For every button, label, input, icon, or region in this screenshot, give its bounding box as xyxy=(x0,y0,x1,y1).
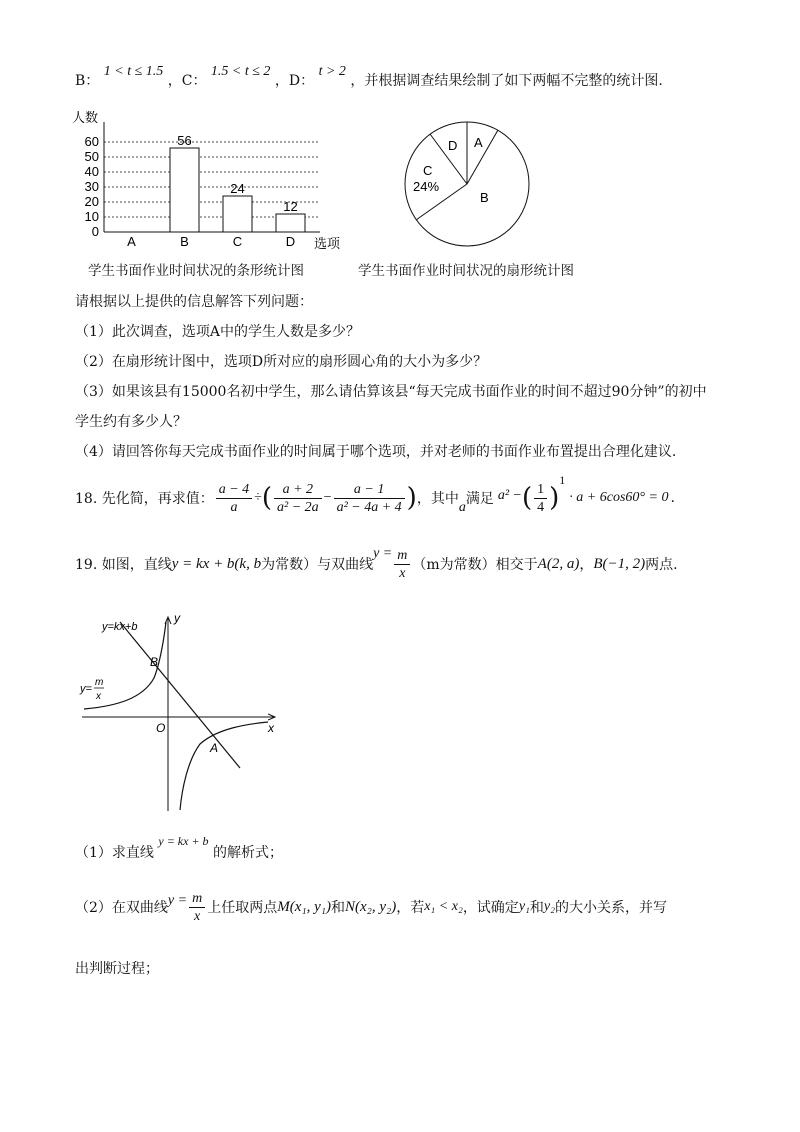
bar-B xyxy=(170,148,199,232)
option-c-range: 1.5 < t ≤ 2 xyxy=(210,64,271,79)
y-tick-label: 40 xyxy=(84,164,99,179)
y-tick-label: 20 xyxy=(84,194,99,209)
hyperbola-denominator: x xyxy=(399,565,406,581)
hyperbola-branch-right xyxy=(180,722,268,810)
y-tick-label: 60 xyxy=(84,134,99,149)
problem-19-label: 19. 如图，直线 xyxy=(75,557,172,573)
figure-x-label: x xyxy=(268,721,274,735)
fraction-3-numerator: a − 1 xyxy=(334,481,405,499)
pie-label-b: B xyxy=(480,190,489,205)
cond-left-paren: ( xyxy=(521,483,533,513)
fraction-1-denominator: a xyxy=(230,499,238,515)
figure-point-b-label: B xyxy=(150,655,159,669)
pie-label-a: A xyxy=(474,135,483,150)
x-condition: x₁ < x₂ xyxy=(424,899,463,914)
sub-question-1-post: 的解析式； xyxy=(213,845,284,861)
category-label-B: B xyxy=(180,234,189,249)
quarter-fraction xyxy=(534,481,547,516)
cond-right-paren: ) xyxy=(549,483,560,513)
fraction-1 xyxy=(216,481,252,516)
sub-question-2-hyp-fraction xyxy=(189,890,205,925)
sub-question-1-eq: y = kx + b xyxy=(158,834,209,848)
problem-18-label: 18. 先化简，再求值： xyxy=(75,491,214,507)
category-label-C: C xyxy=(232,234,243,249)
y2-symbol: y₂ xyxy=(543,899,555,914)
option-b-label: B： xyxy=(75,73,100,89)
sub-question-2-hyp-num: m xyxy=(189,890,205,908)
question-1: （1）此次调查，选项A中的学生人数是多少？ xyxy=(75,324,361,340)
fraction-2-denominator: a² − 2a xyxy=(277,499,319,515)
option-d-range: t > 2 xyxy=(318,64,346,79)
fraction-2-numerator: a + 2 xyxy=(274,481,322,499)
bar-value-label-B: 56 xyxy=(177,133,192,148)
bar-chart-ylabel: 人数 xyxy=(72,110,99,125)
bar-D xyxy=(276,214,305,232)
pie-chart-title: 学生书面作业时间状况的扇形统计图 xyxy=(358,263,574,279)
line-equation: y = kx + b(k, b xyxy=(171,555,262,572)
category-label-A: A xyxy=(127,234,136,249)
category-label-D: D xyxy=(285,234,296,249)
bar-value-label-C: 24 xyxy=(230,181,245,196)
and-text: 和 xyxy=(330,900,345,916)
point-m: M(x₁, y₁) xyxy=(277,898,331,915)
intro-tail: ，并根据调查结果绘制了如下两幅不完整的统计图. xyxy=(350,73,663,89)
where-text: ，其中 xyxy=(416,491,459,507)
fraction-3-denominator: a² − 4a + 4 xyxy=(336,499,402,515)
question-3-line1: （3）如果该县有15000名初中学生，那么请估算该县“每天完成书面作业的时间不超过90分钟”的初中 xyxy=(75,384,707,400)
figure-hyperbola-label-x: x xyxy=(96,691,101,702)
figure-hyperbola-label-y: y= xyxy=(80,683,92,695)
point-n: N(x₂, y₂) xyxy=(344,898,397,915)
sub-question-1 xyxy=(75,830,283,864)
bar-C xyxy=(223,196,252,232)
hyperbola-numerator: m xyxy=(394,547,410,565)
hyperbola-fraction xyxy=(394,547,410,582)
condition-exponent: 1 xyxy=(559,472,566,487)
bar-chart-xlabel: 选项 xyxy=(314,236,341,251)
figure-line-label: y=kx+b xyxy=(102,621,138,633)
point-b-coord: B(−1, 2) xyxy=(593,555,646,572)
y-tick-label: 50 xyxy=(84,149,99,164)
var-a: a xyxy=(458,500,466,515)
sub-question-1-pre: （1）求直线 xyxy=(75,845,154,861)
pie-label-c: C xyxy=(423,163,433,178)
left-paren: ( xyxy=(261,483,273,513)
const-text-2: （m为常数）相交于 xyxy=(412,557,538,573)
point-a-coord: A(2, a) xyxy=(537,555,580,572)
bar-value-label-D: 12 xyxy=(283,199,298,214)
intervals-line xyxy=(75,62,663,90)
quarter-numerator: 1 xyxy=(534,481,547,499)
hyperbola-y: y = xyxy=(373,546,393,561)
pie-label-c-percent: 24% xyxy=(413,179,440,194)
option-d-label: ，D： xyxy=(274,73,315,89)
sub-question-2-mid2: ，若 xyxy=(396,900,425,916)
and-text-2: 和 xyxy=(529,900,544,916)
condition-tail: · a + 6cos60° = 0 xyxy=(569,490,669,505)
bar-chart-title: 学生书面作业时间状况的条形统计图 xyxy=(88,263,304,279)
problem-18 xyxy=(75,473,675,523)
question-4: （4）请回答你每天完成书面作业的时间属于哪个选项，并对老师的书面作业布置提出合理化建议. xyxy=(75,444,677,460)
question-2: （2）在扇形统计图中，选项D所对应的扇形圆心角的大小为多少？ xyxy=(75,354,488,370)
problem-18-end: . xyxy=(670,490,675,506)
y-tick-label: 0 xyxy=(91,224,99,239)
option-b-range: 1 < t ≤ 1.5 xyxy=(103,64,164,79)
satisfies-text: 满足 xyxy=(465,491,494,507)
divide-sign: ÷ xyxy=(254,490,262,505)
condition-a-squared: a² − xyxy=(497,488,522,503)
fraction-3 xyxy=(334,481,405,516)
minus-sign: − xyxy=(323,490,332,505)
bar-chart xyxy=(70,108,360,258)
option-c-label: ，C： xyxy=(167,73,207,89)
quarter-denominator: 4 xyxy=(537,499,545,515)
fraction-1-numerator: a − 4 xyxy=(216,481,252,499)
question-3-line2: 学生约有多少人？ xyxy=(75,414,187,430)
problem-19 xyxy=(75,541,678,587)
problem-19-end: 两点. xyxy=(645,557,678,573)
right-paren: ) xyxy=(406,483,417,513)
questions-intro: 请根据以上提供的信息解答下列问题： xyxy=(75,294,313,310)
sub-question-2-hyp-den: x xyxy=(194,908,201,924)
sub-question-2-pre: （2）在双曲线 xyxy=(75,900,168,916)
y-tick-label: 30 xyxy=(84,179,99,194)
const-text-1: 为常数）与双曲线 xyxy=(261,557,374,573)
y1-symbol: y₁ xyxy=(518,899,530,914)
sub-question-2-mid1: 上任取两点 xyxy=(207,900,278,916)
sub-question-2-hyp-y: y = xyxy=(167,893,188,908)
sub-question-2-tail: 的大小关系，并写 xyxy=(555,900,667,916)
fraction-2 xyxy=(274,481,322,516)
sub-question-2-mid3: ，试确定 xyxy=(462,900,519,916)
figure-y-label: y xyxy=(174,611,180,625)
y-tick-label: 10 xyxy=(84,209,99,224)
figure-point-a-label: A xyxy=(210,741,219,755)
separator: ， xyxy=(579,557,594,573)
sub-question-2-line2: 出判断过程； xyxy=(75,961,159,977)
pie-label-d: D xyxy=(448,138,458,153)
figure-hyperbola-label-m: m xyxy=(95,677,104,688)
figure-origin-label: O xyxy=(156,721,166,735)
sub-question-2 xyxy=(75,884,667,930)
pie-chart xyxy=(402,120,532,250)
hyperbola-figure xyxy=(78,608,288,818)
